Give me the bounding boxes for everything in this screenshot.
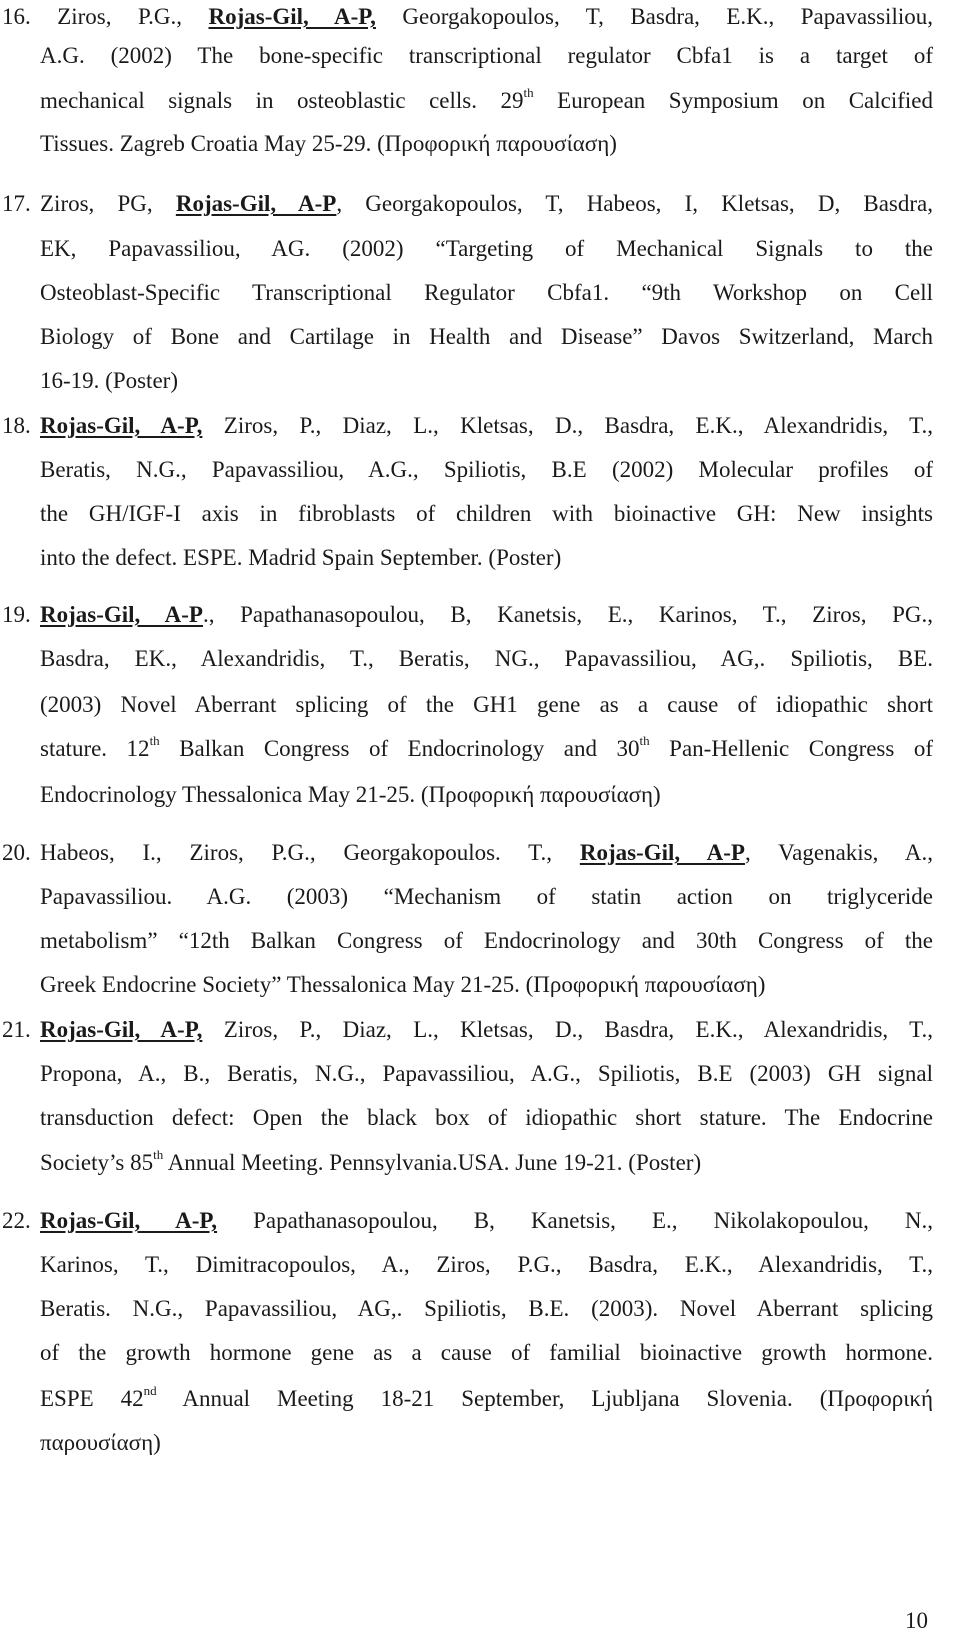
reference-line: the GH/IGF-I axis in fibroblasts of children with bioinactive GH: New insights — [40, 501, 933, 526]
reference-line: Ziros, PG, Rojas-Gil, A-P, Georgakopoulos, T, Habeos, I, Kletsas, D, Basdra, — [40, 191, 933, 216]
reference-line: Propona, A., B., Beratis, N.G., Papavassiliou, A.G., Spiliotis, B.E (2003) GH signal — [40, 1061, 933, 1086]
reference-line: 16. Ziros, P.G., Rojas-Gil, A-P, Georgakopoulos, T, Basdra, E.K., Papavassiliou, — [2, 4, 933, 29]
reference-line: mechanical signals in osteoblastic cells. 29th European Symposium on Calcified — [40, 85, 933, 113]
reference-line: Papavassiliou. A.G. (2003) “Mechanism of statin action on triglyceride — [40, 884, 933, 909]
highlighted-author: Rojas-Gil, A-P, — [40, 1208, 218, 1233]
reference-line: Rojas-Gil, A-P., Papathanasopoulou, B, Kanetsis, E., Karinos, T., Ziros, PG., — [40, 602, 933, 627]
reference-line: Rojas-Gil, A-P, Ziros, P., Diaz, L., Kletsas, D., Basdra, E.K., Alexandridis, T., — [40, 1017, 933, 1042]
reference-number: 18. — [2, 413, 31, 438]
reference-line: Tissues. Zagreb Croatia May 25-29. (Προφορική παρουσίαση) — [40, 131, 617, 156]
reference-line: Greek Endocrine Society” Thessalonica May 21-25. (Προφορική παρουσίαση) — [40, 972, 766, 997]
reference-number: 22. — [2, 1208, 31, 1233]
reference-number: 21. — [2, 1017, 31, 1042]
reference-line: stature. 12th Balkan Congress of Endocrinology and 30th Pan-Hellenic Congress of — [40, 733, 933, 761]
reference-line: Karinos, T., Dimitracopoulos, A., Ziros, P.G., Basdra, E.K., Alexandridis, T., — [40, 1252, 933, 1277]
page-number: 10 — [905, 1608, 928, 1633]
reference-line: Society’s 85th Annual Meeting. Pennsylvania.USA. June 19-21. (Poster) — [40, 1147, 702, 1175]
highlighted-author: Rojas-Gil, A-P, — [40, 1017, 203, 1042]
reference-line: of the growth hormone gene as a cause of familial bioinactive growth hormone. — [40, 1340, 933, 1365]
reference-line: 16-19. (Poster) — [40, 368, 178, 393]
reference-line: παρουσίαση) — [40, 1430, 161, 1455]
reference-line: metabolism” “12th Balkan Congress of Endocrinology and 30th Congress of the — [40, 928, 933, 953]
reference-line: Habeos, I., Ziros, P.G., Georgakopoulos. T., Rojas-Gil, A-P, Vagenakis, A., — [40, 840, 934, 865]
reference-line: Osteoblast-Specific Transcriptional Regulator Cbfa1. “9th Workshop on Cell — [40, 280, 933, 305]
reference-line: (2003) Novel Aberrant splicing of the GH1 gene as a cause of idiopathic short — [40, 692, 933, 717]
highlighted-author: Rojas-Gil, A-P — [40, 602, 203, 627]
reference-number: 20. — [2, 840, 31, 865]
highlighted-author: Rojas-Gil, A-P, — [208, 4, 376, 29]
reference-number: 19. — [2, 602, 31, 627]
reference-line: Basdra, EK., Alexandridis, T., Beratis, NG., Papavassiliou, AG,. Spiliotis, BE. — [40, 646, 933, 671]
reference-line: into the defect. ESPE. Madrid Spain September. (Poster) — [40, 545, 562, 570]
reference-line: Biology of Bone and Cartilage in Health and Disease” Davos Switzerland, March — [40, 324, 933, 349]
reference-line: Beratis. N.G., Papavassiliou, AG,. Spiliotis, B.E. (2003). Novel Aberrant splicing — [40, 1296, 933, 1321]
highlighted-author: Rojas-Gil, A-P — [579, 840, 745, 865]
reference-line: A.G. (2002) The bone-specific transcriptional regulator Cbfa1 is a target of — [40, 43, 933, 68]
reference-line: Beratis, N.G., Papavassiliou, A.G., Spiliotis, B.E (2002) Molecular profiles of — [40, 457, 933, 482]
reference-line: transduction defect: Open the black box of idiopathic short stature. The Endocrine — [40, 1105, 933, 1130]
reference-line: Endocrinology Thessalonica May 21-25. (Προφορική παρουσίαση) — [40, 782, 661, 807]
reference-number: 17. — [2, 191, 31, 216]
reference-line: EK, Papavassiliou, AG. (2002) “Targeting of Mechanical Signals to the — [40, 236, 933, 261]
highlighted-author: Rojas-Gil, A-P — [175, 191, 337, 216]
reference-line: ESPE 42nd Annual Meeting 18-21 September, Ljubljana Slovenia. (Προφορική — [40, 1383, 933, 1411]
reference-line: Rojas-Gil, A-P, Papathanasopoulou, B, Kanetsis, E., Nikolakopoulou, N., — [40, 1208, 933, 1233]
reference-line: Rojas-Gil, A-P, Ziros, P., Diaz, L., Kletsas, D., Basdra, E.K., Alexandridis, T., — [40, 413, 933, 438]
highlighted-author: Rojas-Gil, A-P, — [40, 413, 203, 438]
